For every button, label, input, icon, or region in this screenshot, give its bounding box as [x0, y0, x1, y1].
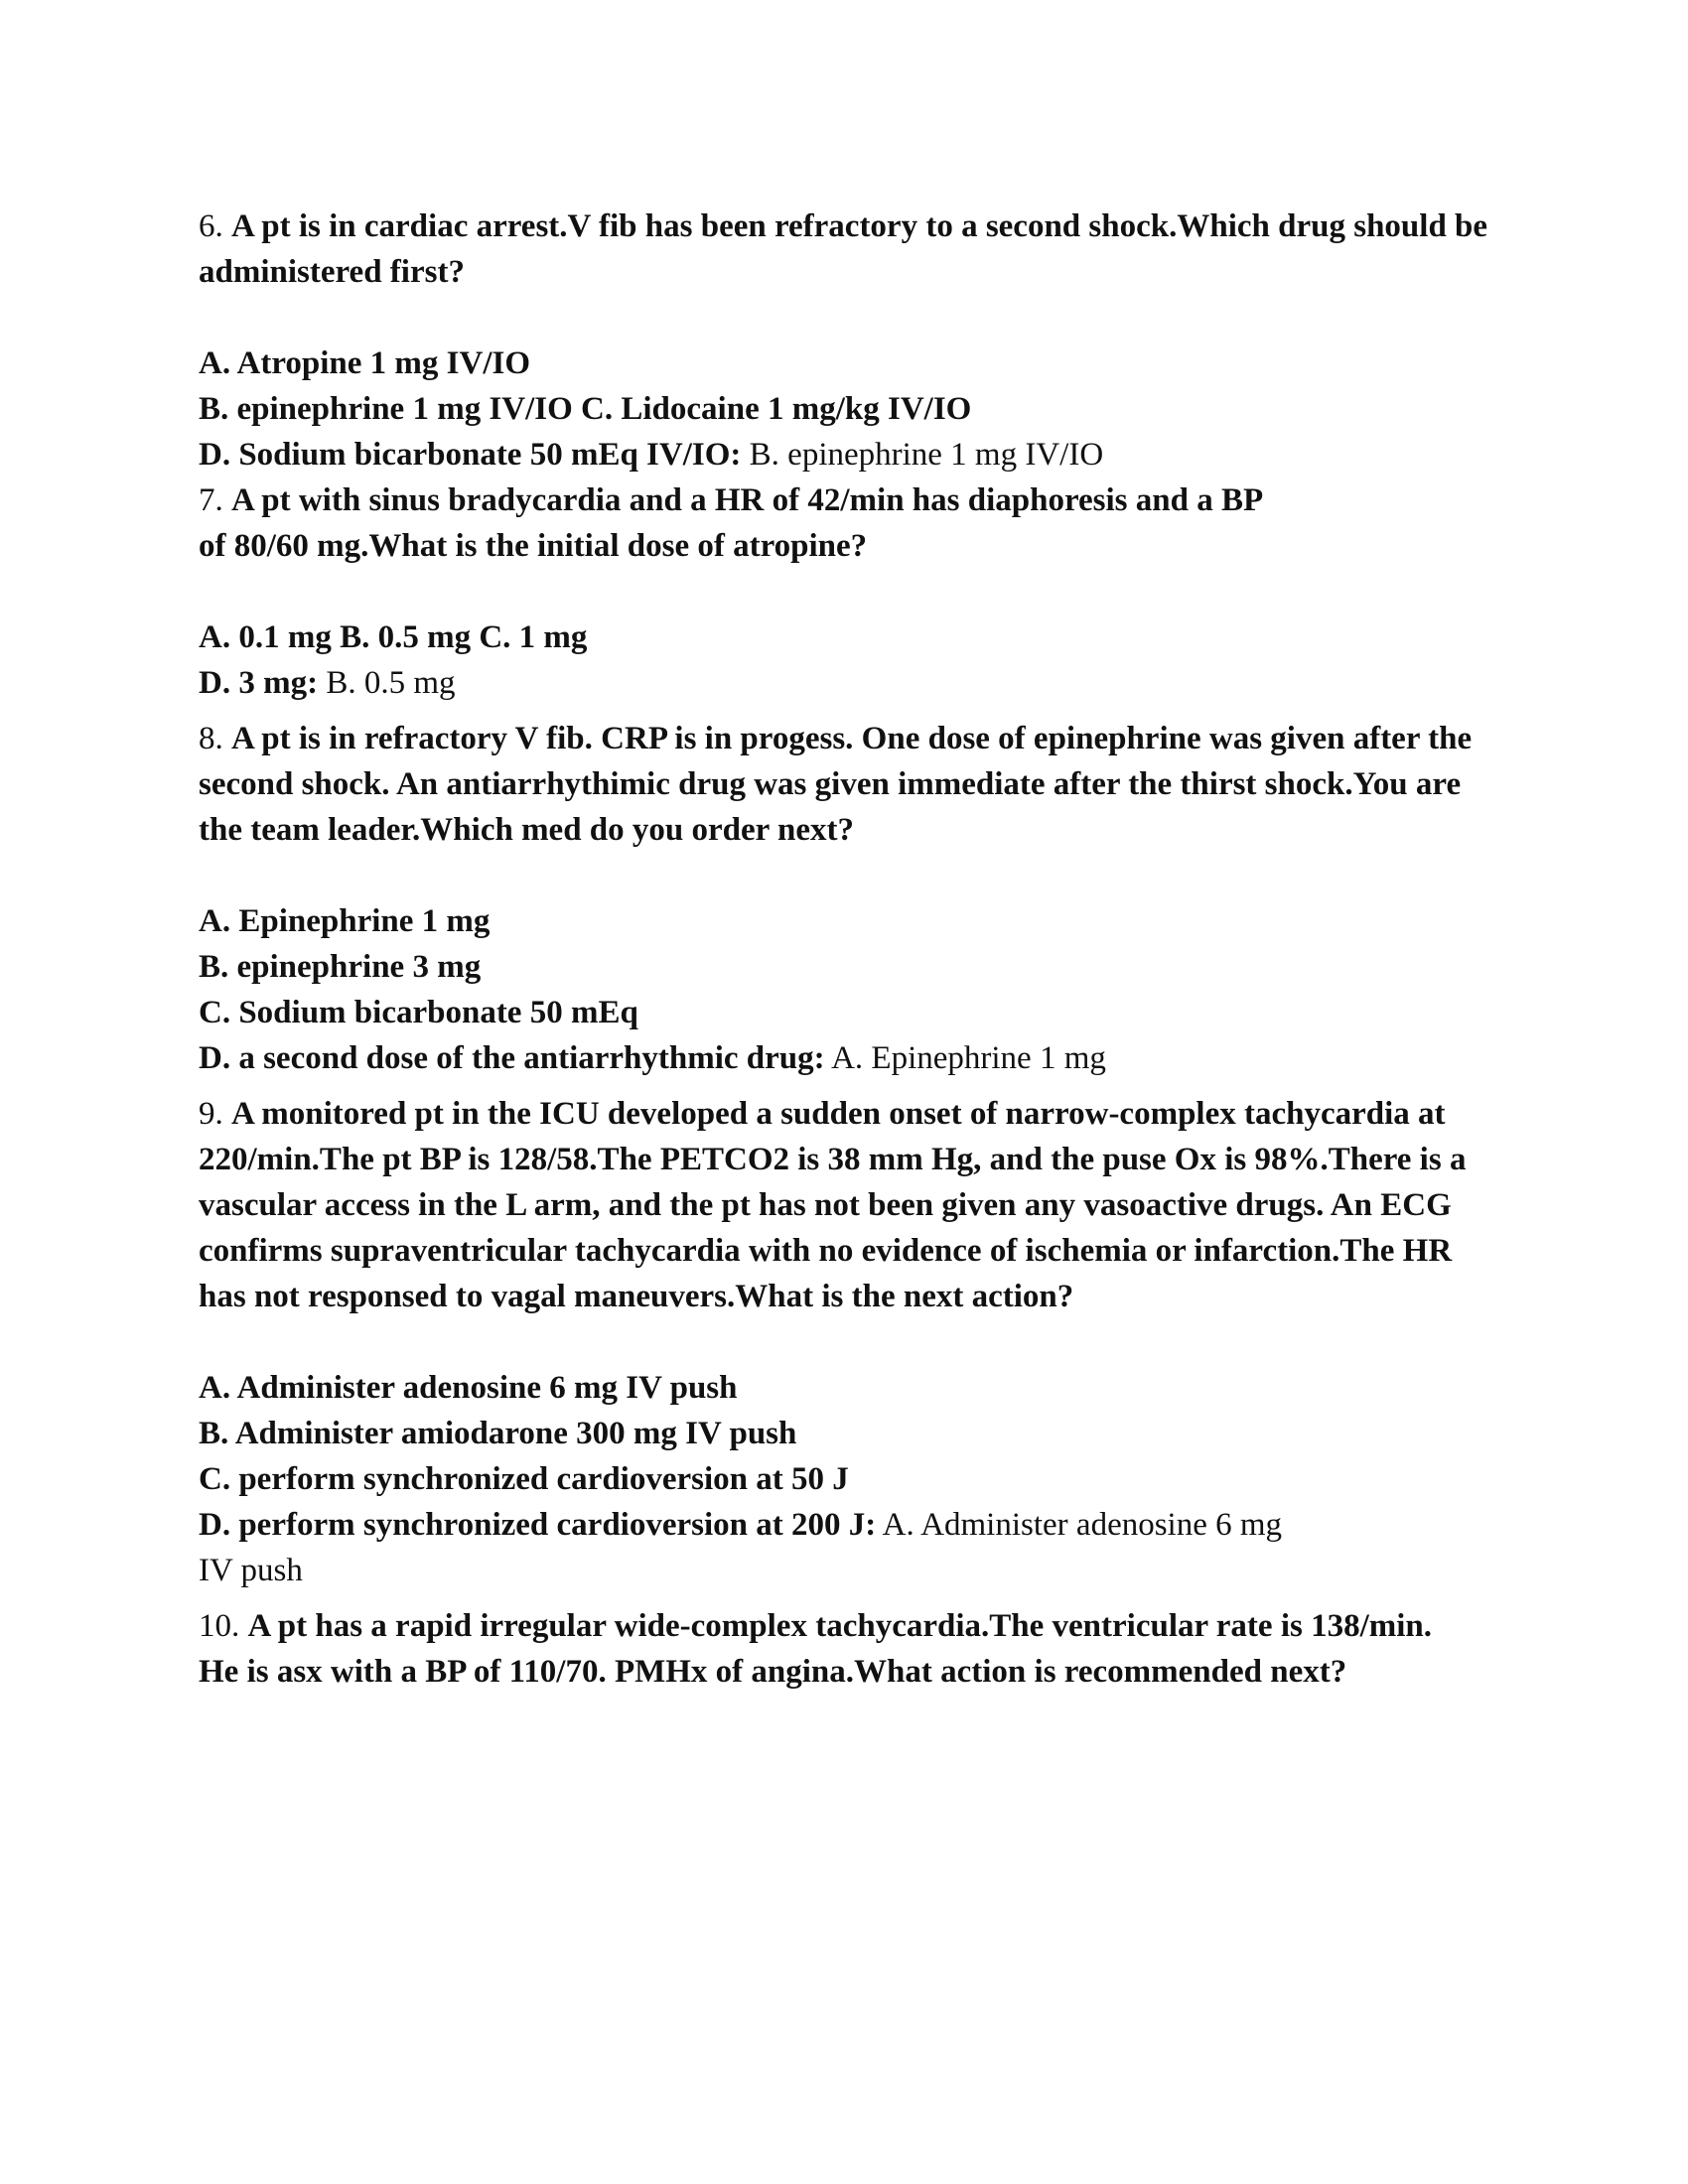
question-number: 7.: [199, 482, 223, 518]
option-line: D. Sodium bicarbonate 50 mEq IV/IO:: [199, 437, 742, 473]
question-7: [199, 478, 1509, 706]
option-line: A. 0.1 mg B. 0.5 mg C. 1 mg: [199, 619, 588, 655]
option-line: C. Sodium bicarbonate 50 mEq: [199, 995, 638, 1030]
options-list: [199, 1365, 1509, 1593]
question-text: [199, 1091, 1509, 1319]
question-line: A pt is in refractory V fib. CRP is in progess. One dose of epinephrine was given after the: [231, 721, 1473, 756]
option-line: A. Atropine 1 mg IV/IO: [199, 345, 530, 381]
option-line: B. epinephrine 1 mg IV/IO C. Lidocaine 1 mg/kg IV/IO: [199, 391, 972, 427]
answer-text: A. Administer adenosine 6 mg: [882, 1507, 1283, 1543]
question-text: [199, 1603, 1509, 1695]
options-list: [199, 614, 1509, 706]
question-number: 8.: [199, 721, 223, 756]
question-line: He is asx with a BP of 110/70. PMHx of angina.What action is recommended next?: [199, 1654, 1347, 1690]
answer-text: A. Epinephrine 1 mg: [831, 1040, 1106, 1076]
question-line: the team leader.Which med do you order next?: [199, 812, 854, 848]
question-line: A pt with sinus bradycardia and a HR of 42/min has diaphoresis and a BP: [231, 482, 1264, 518]
question-line: A monitored pt in the ICU developed a sudden onset of narrow-complex tachycardia at: [231, 1096, 1446, 1132]
question-line: has not responsed to vagal maneuvers.What is the next action?: [199, 1279, 1074, 1314]
answer-text-continued: IV push: [199, 1553, 303, 1588]
question-text: [199, 204, 1509, 295]
options-list: [199, 898, 1509, 1081]
question-number: 6.: [199, 208, 223, 244]
answer-text: B. 0.5 mg: [326, 665, 456, 701]
question-line: vascular access in the L arm, and the pt has not been given any vasoactive drugs. An ECG: [199, 1187, 1452, 1223]
question-6: [199, 204, 1509, 478]
question-9: [199, 1091, 1509, 1593]
question-line: A pt is in cardiac arrest.V fib has been refractory to a second shock.Which drug should be: [231, 208, 1488, 244]
option-line: D. perform synchronized cardioversion at 200 J:: [199, 1507, 877, 1543]
option-line: D. 3 mg:: [199, 665, 319, 701]
question-line: confirms supraventricular tachycardia with no evidence of ischemia or infarction.The HR: [199, 1233, 1453, 1269]
question-line: administered first?: [199, 254, 465, 290]
option-line: A. Epinephrine 1 mg: [199, 903, 491, 939]
option-line: D. a second dose of the antiarrhythmic drug:: [199, 1040, 825, 1076]
option-line: A. Administer adenosine 6 mg IV push: [199, 1370, 738, 1406]
question-text: [199, 478, 1509, 569]
option-line: C. perform synchronized cardioversion at 50 J: [199, 1461, 849, 1497]
question-line: of 80/60 mg.What is the initial dose of atropine?: [199, 528, 868, 564]
document-page: [199, 204, 1509, 1695]
question-line: 220/min.The pt BP is 128/58.The PETCO2 is 38 mm Hg, and the puse Ox is 98%.There is a: [199, 1142, 1467, 1177]
question-line: second shock. An antiarrhythimic drug was given immediate after the thirst shock.You are: [199, 766, 1462, 802]
option-line: B. Administer amiodarone 300 mg IV push: [199, 1416, 797, 1451]
question-text: [199, 716, 1509, 853]
options-list: [199, 341, 1509, 478]
question-number: 9.: [199, 1096, 223, 1132]
question-8: [199, 716, 1509, 1081]
question-10: [199, 1603, 1509, 1695]
option-line: B. epinephrine 3 mg: [199, 949, 482, 985]
question-line: A pt has a rapid irregular wide-complex tachycardia.The ventricular rate is 138/min.: [247, 1608, 1433, 1644]
question-number: 10.: [199, 1608, 240, 1644]
answer-text: B. epinephrine 1 mg IV/IO: [749, 437, 1104, 473]
